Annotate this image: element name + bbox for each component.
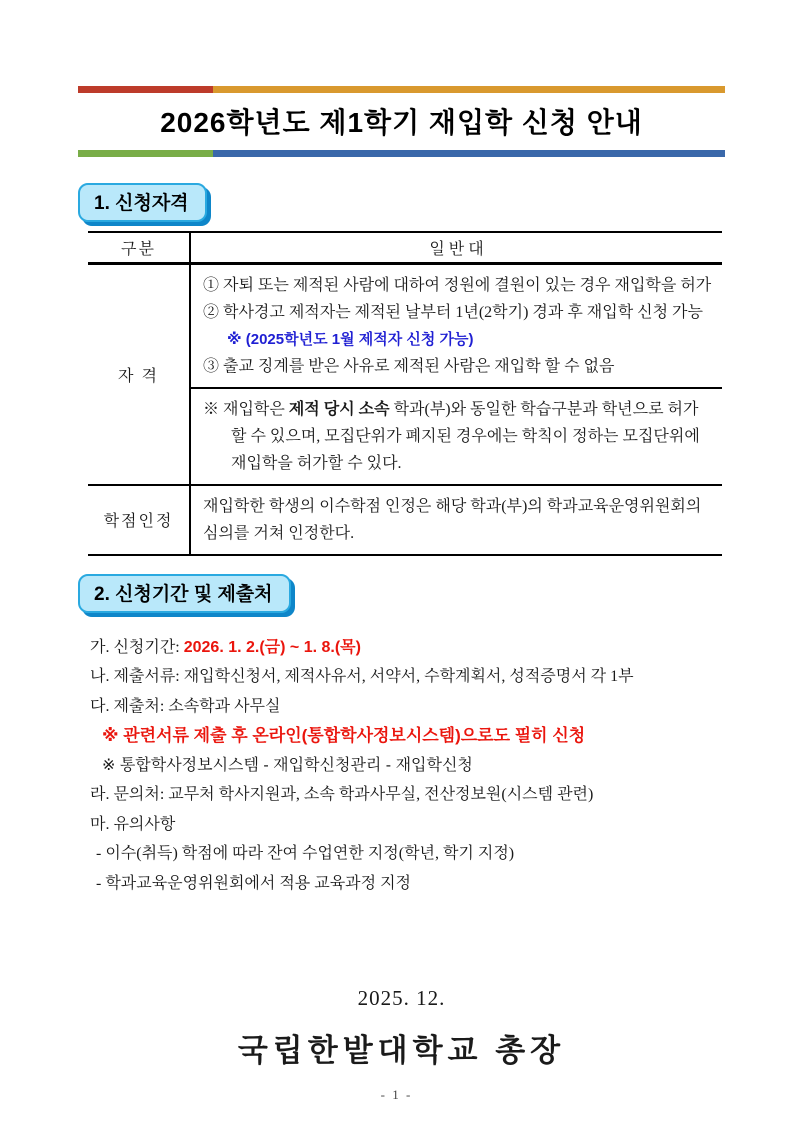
signature-name: 국립한밭대학교 총장 [237,1033,566,1068]
credit-row-label: 학점인정 [88,485,190,555]
eligibility-table [88,231,722,556]
title-top-rule-red-segment [78,86,213,93]
qualification-items-cell [190,263,722,388]
section2-heading: 2. 신청기간 및 제출처 [78,574,291,613]
page-title: 2026학년도 제1학기 재입학 신청 안내 [160,107,643,138]
title-bottom-rule-blue-segment [213,150,725,157]
line-required-documents: 나. 제출서류: 재입학신청서, 제적사유서, 서약서, 수학계획서, 성적증명서 각 1부 [90,668,634,685]
page-number: - 1 - [380,1087,413,1102]
title-top-rule [78,86,725,93]
qualification-item-blue-note: ※ (2025학년도 1월 제적자 신청 가능) [227,330,474,348]
note-bold-phrase: 제적 당시 소속 [288,400,390,418]
qualification-row-label: 자 격 [88,263,190,485]
table-header-row [88,232,722,263]
table-header-general: 일 반 대 [190,232,722,263]
section2-list [88,633,725,899]
line-application-period [88,633,725,663]
line-submission-office: 다. 제출처: 소속학과 사무실 [90,697,281,715]
table-header-category: 구분 [88,232,190,263]
line-cautions-heading: 마. 유의사항 [90,815,176,833]
application-period-dates: 2026. 1. 2.(금) ~ 1. 8.(목) [183,638,361,656]
line-contact: 라. 문의처: 교무처 학사지원과, 소속 학과사무실, 전산정보원(시스템 관련) [90,786,594,803]
qualification-note-paragraph [203,396,716,477]
qualification-note-cell [190,388,722,485]
title-bottom-rule [78,150,725,157]
line-online-required-note: ※ 관련서류 제출 후 온라인(통합학사정보시스템)으로도 필히 신청 [102,726,586,745]
line-caution-credits: - 이수(취득) 학점에 따라 잔여 수업연한 지정(학년, 학기 지정) [96,845,515,862]
note-prefix: ※ 재입학은 [203,400,289,418]
line-system-menu-path: ※ 통합학사정보시스템 - 재입학신청관리 - 재입학신청 [102,756,473,774]
qualification-item-1: ① 자퇴 또는 제적된 사람에 대하여 정원에 결원이 있는 경우 재입학을 허가 [203,276,712,294]
section1-heading: 1. 신청자격 [78,183,207,222]
credit-row-text: 재입학한 학생의 이수학점 인정은 해당 학과(부)의 학과교육운영위원회의 심의를 거쳐 인정한다. [190,485,722,555]
table-row-qualification [88,263,722,388]
note-suffix: 학과(부)와 동일한 학습구분과 학년으로 허가 할 수 있으며, 모집단위가 폐지된 경우에는 학칙이 정하는 모집단위에 재입학을 허가할 수 있다. [231,400,700,472]
qualification-item-2: ② 학사경고 제적자는 제적된 날부터 1년(2학기) 경과 후 재입학 신청 가능 [203,303,703,321]
title-top-rule-orange-segment [213,86,725,93]
signature-date: 2025. 12. [357,986,446,1010]
qualification-item-3: ③ 출교 징계를 받은 사유로 제적된 사람은 재입학 할 수 없음 [203,357,615,375]
title-banner [78,86,725,157]
line-caution-curriculum: - 학과교육운영위원회에서 적용 교육과정 지정 [96,874,411,892]
title-bottom-rule-green-segment [78,150,213,157]
table-row-credit-recognition [88,485,722,555]
application-period-label: 가. 신청기간: [90,638,184,656]
